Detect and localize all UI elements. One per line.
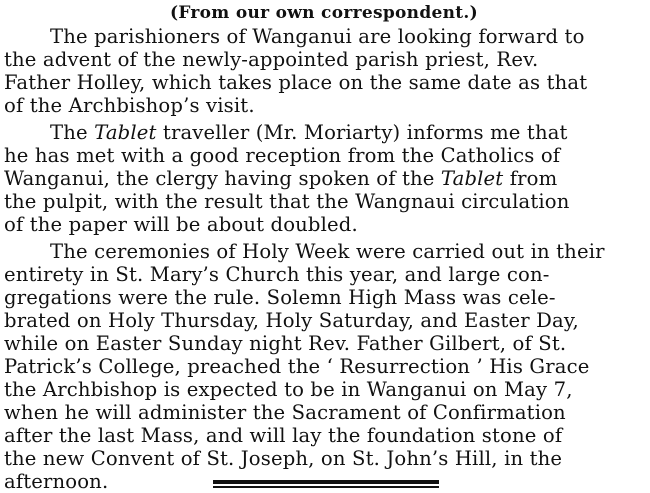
section-divider-rule [213,480,439,489]
text-line: the pulpit, with the result that the Wangnaui circulation [4,190,570,213]
text-line: afternoon. [4,470,109,493]
text-line: when he will administer the Sacrament of Confirmation [4,401,566,424]
publication-title: Tablet [440,167,504,190]
text-segment: traveller (Mr. Moriarty) informs me that [156,121,568,144]
paragraph-tablet-traveller [4,121,644,236]
text-segment: from [503,167,558,190]
divider-thick-line [213,480,439,484]
text-line: The parishioners of Wanganui are looking forward to [50,25,585,48]
paragraph-new-parish-priest [4,25,644,117]
text-line: the Archbishop is expected to be in Wanganui on May 7, [4,378,573,401]
text-line: while on Easter Sunday night Rev. Father Gilbert, of St. [4,332,567,355]
paragraph-holy-week [4,240,644,493]
text-line: he has met with a good reception from the Catholics of [4,144,561,167]
text-line: Patrick’s College, preached the ‘ Resurrection ’ His Grace [4,355,590,378]
text-line: gregations were the rule. Solemn High Mass was cele- [4,286,556,309]
text-line: of the Archbishop’s visit. [4,94,255,117]
text-line: the new Convent of St. Joseph, on St. John’s Hill, in the [4,447,563,470]
text-line: the advent of the newly-appointed parish priest, Rev. [4,48,539,71]
text-line: Father Holley, which takes place on the same date as that [4,71,588,94]
text-line: The ceremonies of Holy Week were carried out in their [50,240,605,263]
text-line: entirety in St. Mary’s Church this year, and large con- [4,263,550,286]
text-line [4,121,644,144]
correspondent-byline: (From our own correspondent.) [170,3,478,23]
divider-thin-line [213,486,439,488]
text-line: of the paper will be about doubled. [4,213,358,236]
text-segment: The [50,121,95,144]
text-segment: Wanganui, the clergy having spoken of the [4,167,441,190]
text-line: after the last Mass, and will lay the foundation stone of [4,424,563,447]
text-line [4,167,644,190]
text-line: brated on Holy Thursday, Holy Saturday, and Easter Day, [4,309,579,332]
publication-title: Tablet [94,121,157,144]
